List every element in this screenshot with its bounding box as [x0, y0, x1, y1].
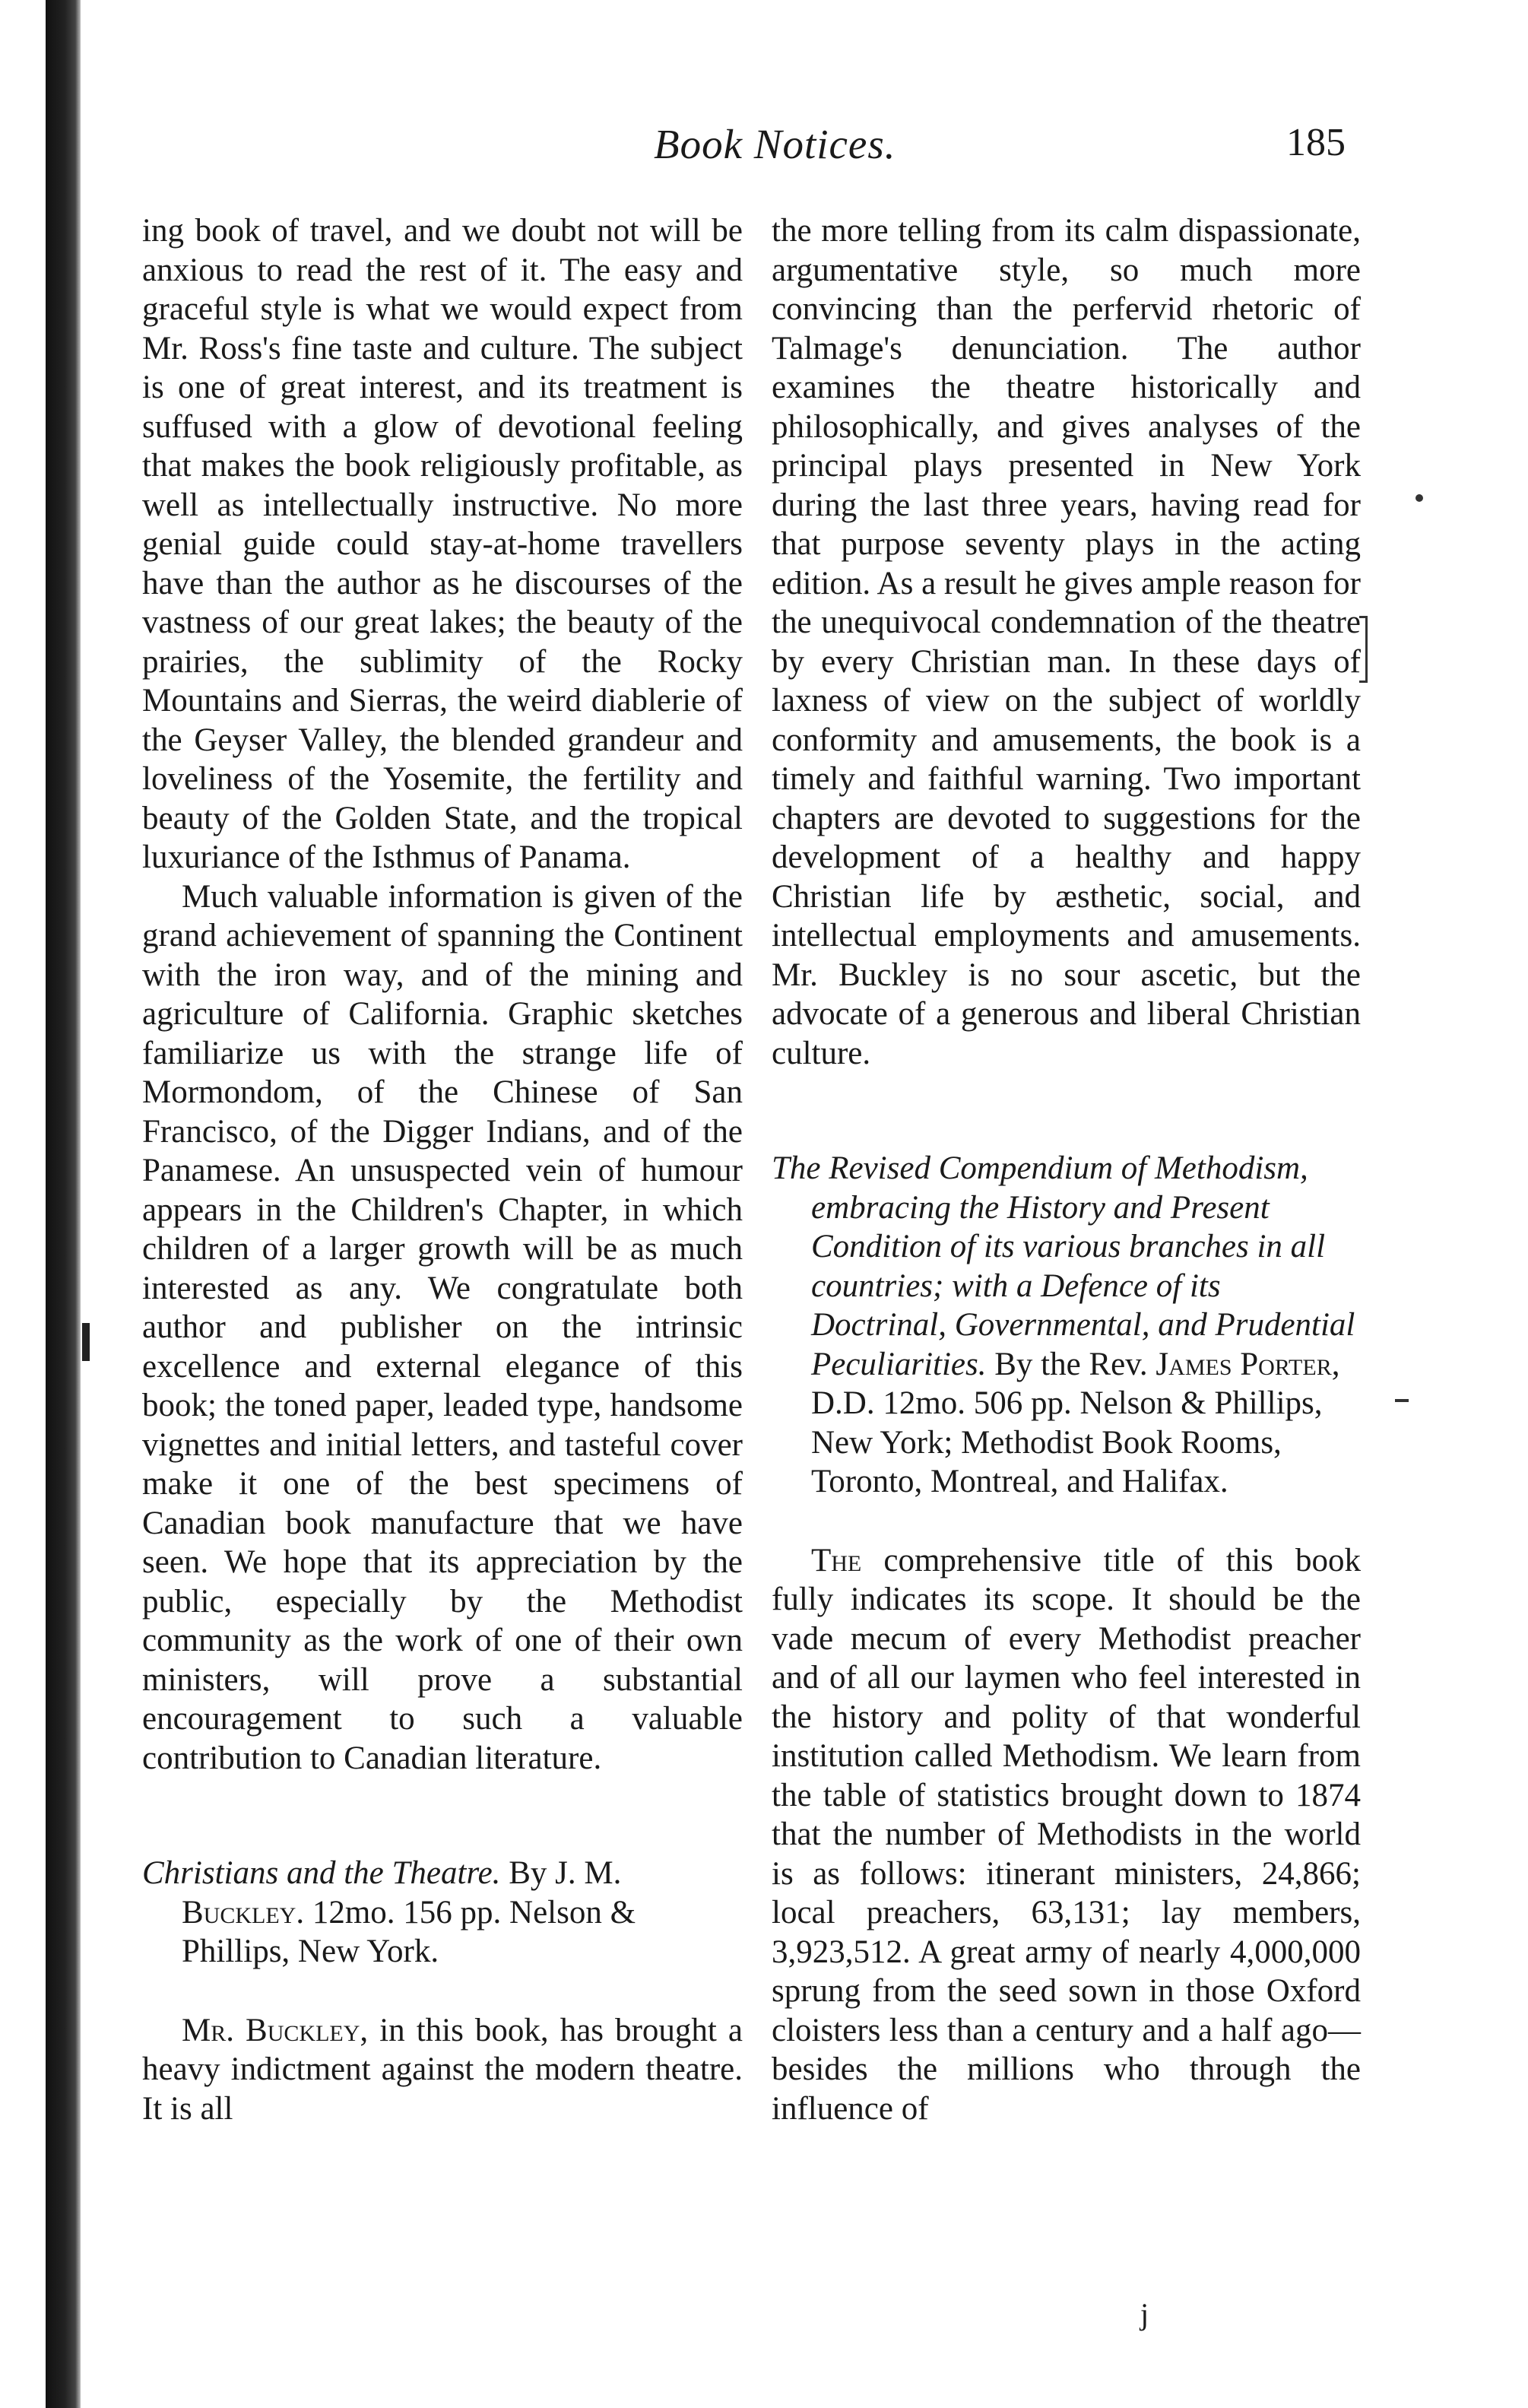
- book-author: Buckley.: [182, 1894, 305, 1931]
- book-heading-compendium: [772, 1149, 1361, 1502]
- book-title: Christians and the Theatre.: [142, 1855, 501, 1891]
- paragraph-compendium-review: [772, 1541, 1361, 2129]
- section-gap: [772, 1073, 1361, 1149]
- section-gap: [142, 1972, 743, 2011]
- footer-mark: j: [1140, 2297, 1149, 2331]
- lead-words: The: [811, 1542, 862, 1578]
- book-by: By the Rev.: [994, 1346, 1148, 1382]
- left-column: [142, 211, 743, 2128]
- running-head: Book Notices.: [654, 121, 896, 167]
- paragraph-buckley-review: [142, 2011, 743, 2129]
- binding-mark: [82, 1323, 90, 1361]
- book-heading-christians-theatre: [142, 1854, 743, 1972]
- paragraph-travel-review-end: ing book of travel, and we doubt not will be anxious to read the rest of it. The easy and graceful style is what we would expect from Mr. Ross's fine taste and culture. The subject is one of great interest, and its treatment is suffused with a glow of devotional feeling that makes the book religiously profitable, as well as intellectually instructive. No more genial guide could stay-at-home travellers have than the author as he discourses of the vastness of our great lakes; the beauty of the prairies, the sublimity of the Rocky Mountains and Sierras, the weird diablerie of the Geyser Valley, the blended grandeur and loveliness of the Yosemite, the fertility and beauty of the Golden State, and the tropical luxuriance of the Isthmus of Panama.: [142, 213, 743, 875]
- right-column: [772, 211, 1361, 2128]
- book-details: D.D. 12mo. 506 pp. Nelson & Phillips, New York; Methodist Book Rooms, Toronto, Montreal, and Halifax.: [811, 1385, 1323, 1499]
- page-binding-edge: [46, 0, 81, 2408]
- book-details: 12mo. 156 pp. Nelson & Phillips, New York.: [182, 1894, 636, 1969]
- paragraph-text: in this book, has brought a heavy indictment against the modern theatre. It is all: [142, 2012, 743, 2127]
- page-number: 185: [1286, 121, 1346, 164]
- section-gap: [142, 1778, 743, 1854]
- paragraph-buckley-review-continued: the more telling from its calm dispassionate, argumentative style, so much more convincing than the perfervid rhetoric of Talmage's denunciation. The author examines the theatre historically and philosophically, and gives analyses of the principal plays presented in New York during the last three years, having read for that purpose seventy plays in the acting edition. As a result he gives ample reason for the unequivocal condemnation of the theatre by every Christian man. In these days of laxness of view on the subject of worldly conformity and amusements, the book is a timely and faithful warning. Two important chapters are devoted to suggestions for the development of a healthy and happy Christian life by æsthetic, social, and intellectual employments and amusements. Mr. Buckley is no sour ascetic, but the advocate of a generous and liberal Christian culture.: [772, 213, 1361, 1071]
- paragraph-travel-review-praise: Much valuable information is given of the grand achievement of spanning the Continent with the iron way, and of the mining and agriculture of California. Graphic sketches familiarize us with the strange life of Mormondom, of the Chinese of San Francisco, of the Digger Indians, and of the Panamese. An unsuspected vein of humour appears in the Children's Chapter, in which children of a larger growth will be as much interested as any. We congratulate both author and publisher on the intrinsic excellence and external elegance of this book; the toned paper, leaded type, handsome vignettes and initial letters, and tasteful cover make it one of the best specimens of Canadian book manufacture that we have seen. We hope that its appreciation by the public, especially by the Methodist community as the work of one of their own ministers, will prove a substantial encouragement to such a valuable contribution to Canadian literature.: [142, 878, 743, 1776]
- page-header: [144, 120, 1361, 173]
- margin-bracket: [1359, 616, 1368, 683]
- book-title: The Revised Compendium of Methodism, embracing the History and Present Condition of its various branches in all countries; with a Defence of its Doctrinal, Governmental, and Prudential Peculiarities.: [772, 1150, 1355, 1382]
- book-by: By J. M.: [509, 1855, 622, 1891]
- margin-dot: [1415, 494, 1423, 502]
- lead-words: Mr. Buckley,: [182, 2012, 369, 2048]
- paragraph-text: comprehensive title of this book fully indicates its scope. It should be the vade mecum of every Methodist preacher and of all our laymen who feel interested in the history and polity of that wonderful institution called Methodism. We learn from the table of statistics brought down to 1874 that the number of Methodists in the world is as follows: itinerant ministers, 24,866; local preachers, 63,131; lay members, 3,923,512. A great army of nearly 4,000,000 sprung from the seed sown in those Oxford cloisters less than a century and a half ago—besides the millions who through the influence of: [772, 1542, 1361, 2127]
- section-gap: [772, 1502, 1361, 1541]
- book-author: James Porter,: [1156, 1346, 1340, 1382]
- margin-dash: [1395, 1399, 1409, 1402]
